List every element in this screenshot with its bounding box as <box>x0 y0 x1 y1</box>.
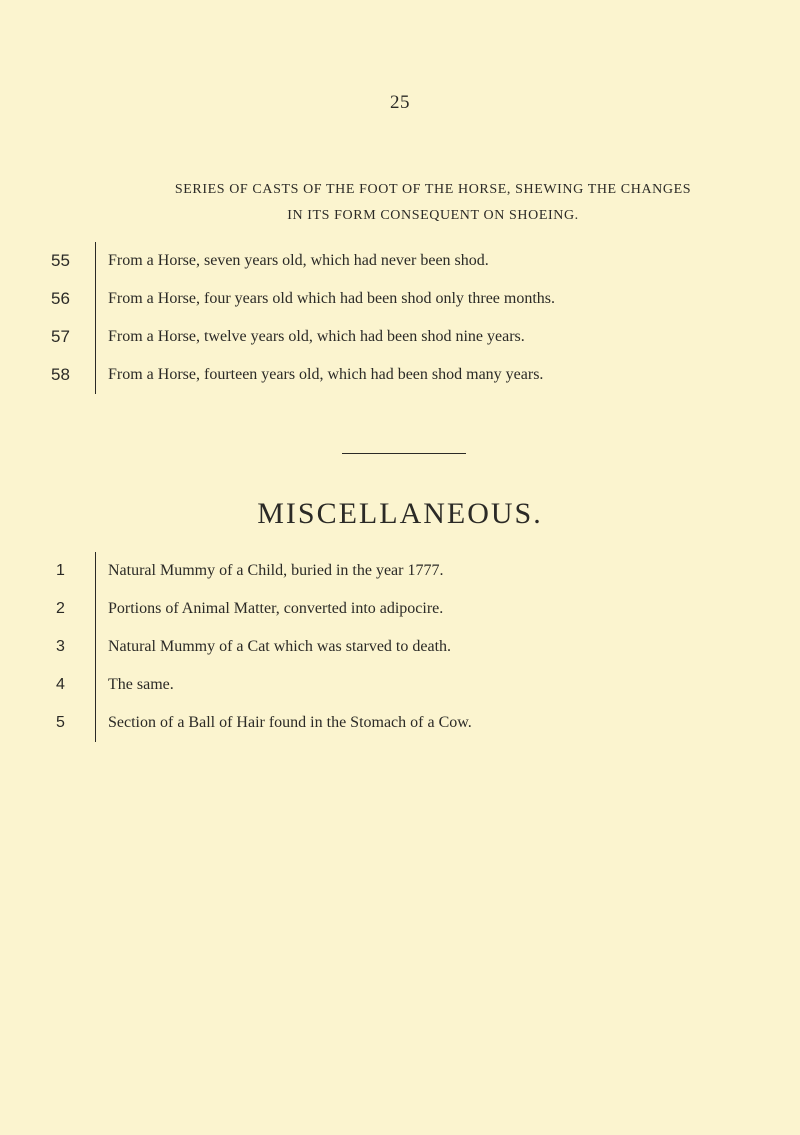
entry-number: 2 <box>40 590 96 628</box>
list-item <box>40 552 472 590</box>
entry-number: 5 <box>40 704 96 742</box>
horse-section-heading <box>108 177 758 229</box>
list-item <box>40 356 555 394</box>
list-item <box>40 590 472 628</box>
entry-number: 57 <box>40 318 96 356</box>
list-item <box>40 628 472 666</box>
list-item <box>40 666 472 704</box>
entry-description: From a Horse, twelve years old, which had been shod nine years. <box>108 328 525 345</box>
entry-description: From a Horse, seven years old, which had never been shod. <box>108 252 489 269</box>
horse-entries-list <box>40 242 555 394</box>
list-item <box>40 280 555 318</box>
list-item <box>40 242 555 280</box>
page-number: 25 <box>390 92 410 113</box>
entry-description: Natural Mummy of a Cat which was starved to death. <box>108 638 452 655</box>
entry-number: 3 <box>40 628 96 666</box>
entry-description: The same. <box>108 676 174 693</box>
misc-section-title: MISCELLANEOUS. <box>257 497 543 530</box>
entry-description: From a Horse, fourteen years old, which had been shod many years. <box>108 366 544 383</box>
list-item <box>40 318 555 356</box>
list-item <box>40 704 472 742</box>
heading-line-1: SERIES OF CASTS OF THE FOOT OF THE HORSE, SHEWING THE CHANGES <box>174 182 692 197</box>
entry-number: 56 <box>40 280 96 318</box>
entry-description: Section of a Ball of Hair found in the Stomach of a Cow. <box>108 714 472 731</box>
entry-description: Portions of Animal Matter, converted into adipocire. <box>108 600 444 617</box>
entry-description: Natural Mummy of a Child, buried in the year 1777. <box>108 562 444 579</box>
misc-entries-list <box>40 552 472 742</box>
heading-line-2: IN ITS FORM CONSEQUENT ON SHOEING. <box>287 208 579 223</box>
entry-number: 1 <box>40 552 96 590</box>
entry-number: 55 <box>40 242 96 280</box>
entry-number: 58 <box>40 356 96 394</box>
entry-number: 4 <box>40 666 96 704</box>
section-divider <box>342 453 466 454</box>
entry-description: From a Horse, four years old which had been shod only three months. <box>108 290 556 307</box>
